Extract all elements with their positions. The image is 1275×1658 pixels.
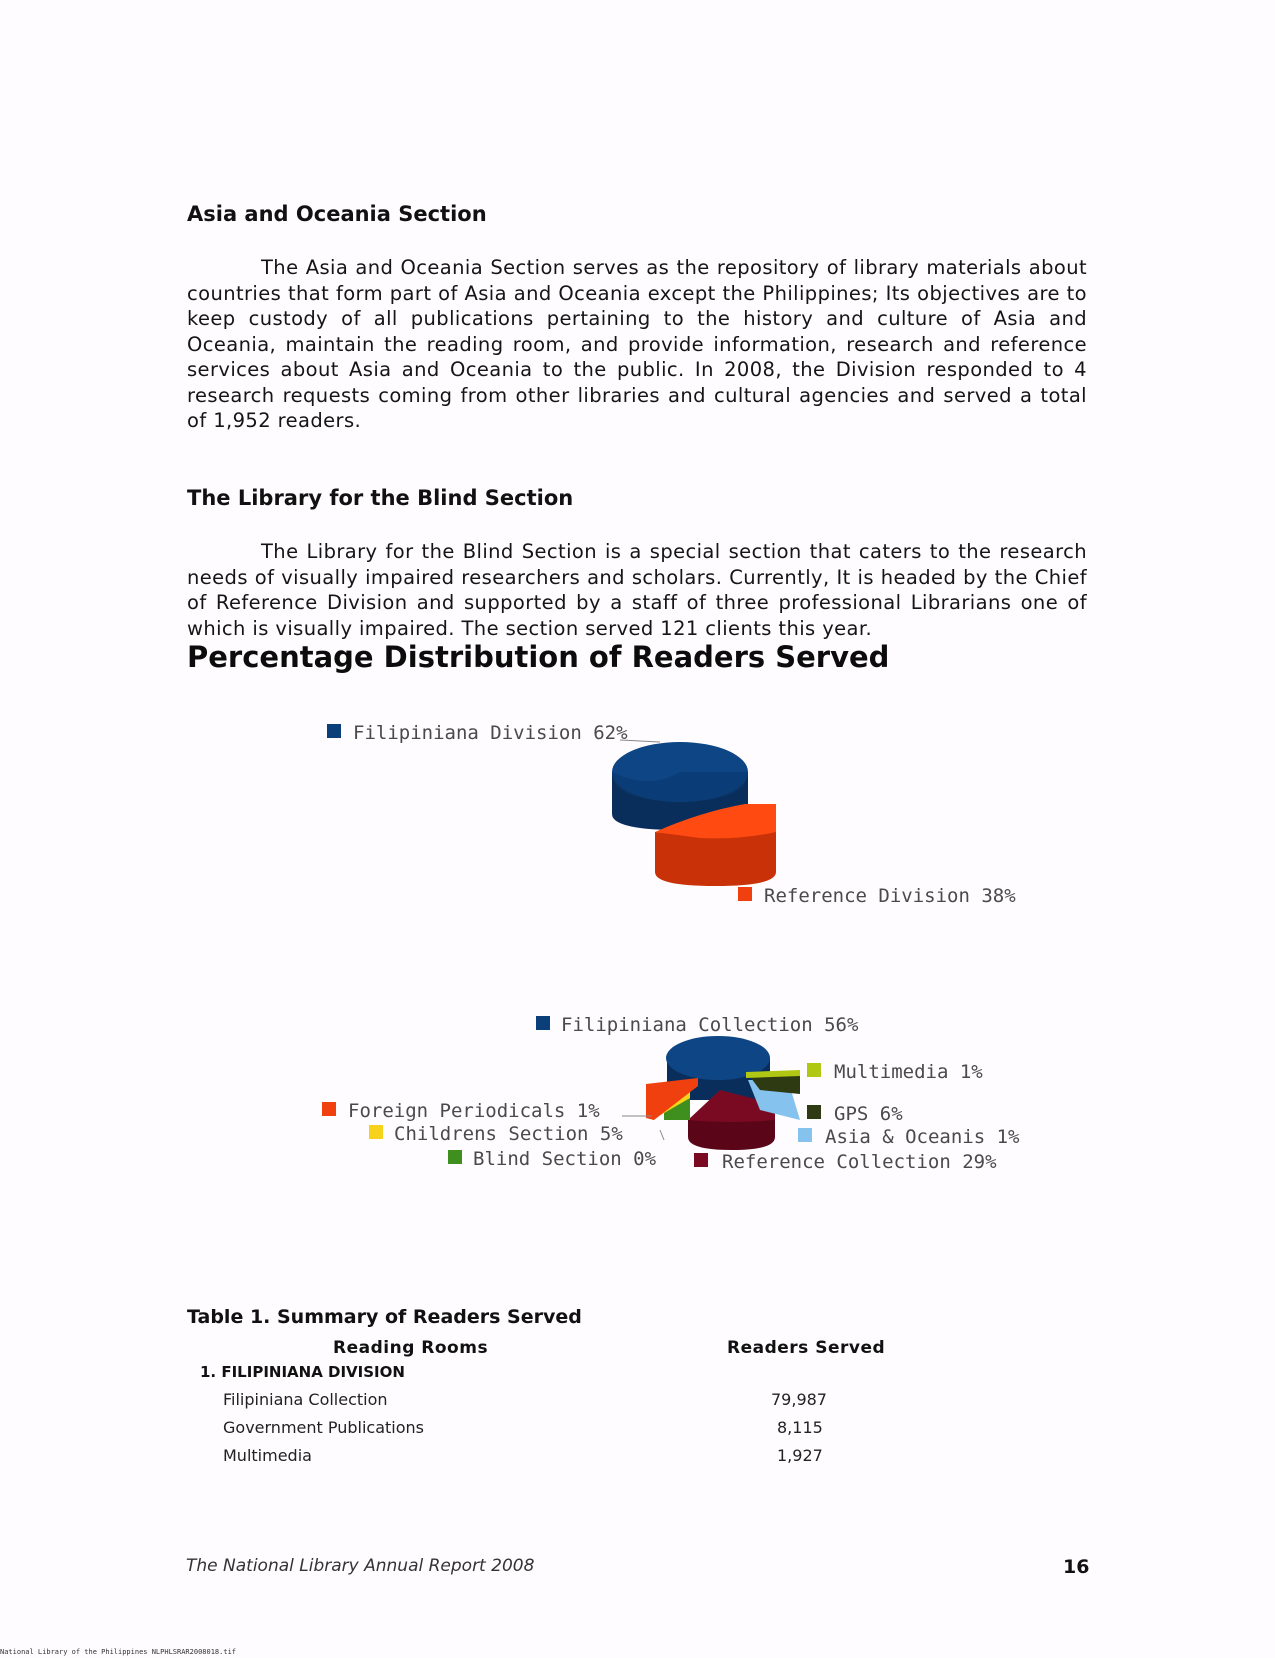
legend-swatch-foreign-periodicals xyxy=(322,1102,336,1116)
section-heading-asia-oceania: Asia and Oceania Section xyxy=(187,202,487,226)
legend-swatch-multimedia xyxy=(807,1063,821,1077)
table-row-served: 8,115 xyxy=(777,1418,823,1437)
legend-swatch-asia-oceanis xyxy=(798,1128,812,1142)
table-row-served: 79,987 xyxy=(771,1390,827,1409)
pie-chart-reading-rooms xyxy=(322,1014,1020,1173)
label-blind-section: Blind Section 0% xyxy=(473,1148,657,1170)
label-filipiniana-collection: Filipiniana Collection 56% xyxy=(561,1014,859,1036)
table-group-filipiniana-division: 1. FILIPINIANA DIVISION xyxy=(200,1363,405,1381)
table-row-room: Government Publications xyxy=(223,1418,425,1437)
legend-swatch-reference-division xyxy=(738,887,752,901)
table-row-room: Filipiniana Collection xyxy=(223,1390,388,1409)
legend-swatch-blind-section xyxy=(448,1150,462,1164)
label-multimedia: Multimedia 1% xyxy=(834,1061,983,1083)
legend-swatch-childrens-section xyxy=(369,1125,383,1139)
label-filipiniana-division: Filipiniana Division 62% xyxy=(353,722,628,744)
table-row-room: Multimedia xyxy=(223,1446,312,1465)
section-heading-library-blind: The Library for the Blind Section xyxy=(187,486,574,510)
page-number: 16 xyxy=(1063,1556,1090,1578)
legend-swatch-filipiniana-collection xyxy=(536,1016,550,1030)
paragraph-asia-oceania: The Asia and Oceania Section serves as the repository of library materials about countries that form part of Asia and Oceania except the Philippines; Its objectives are to keep custody of all publications pertaining to the history and culture of Asia and Oceania, maintain the reading room, and provide information, research and reference services about Asia and Oceania to the public. In 2008, the Division responded to 4 research requests coming from other libraries and cultural agencies and served a total of 1,952 readers. xyxy=(187,256,1087,432)
pie-chart-divisions xyxy=(327,722,1016,907)
label-childrens-section: Childrens Section 5% xyxy=(394,1123,623,1145)
table-row-served: 1,927 xyxy=(777,1446,823,1465)
table-header-readers-served: Readers Served xyxy=(727,1338,886,1358)
label-gps: GPS 6% xyxy=(834,1103,903,1125)
legend-swatch-reference-collection xyxy=(694,1153,708,1167)
label-foreign-periodicals: Foreign Periodicals 1% xyxy=(348,1100,600,1122)
label-reference-collection: Reference Collection 29% xyxy=(722,1151,997,1173)
label-reference-division: Reference Division 38% xyxy=(764,885,1016,907)
chart-title: Percentage Distribution of Readers Served xyxy=(187,640,890,674)
legend-swatch-filipiniana-division xyxy=(327,724,341,738)
legend-swatch-gps xyxy=(807,1105,821,1119)
paragraph-library-blind: The Library for the Blind Section is a special section that caters to the research needs of visually impaired researchers and scholars. Currently, It is headed by the Chief of Reference Division and supported by a staff of three professional Librarians one of which is visually impaired. The section served 121 clients this year. xyxy=(187,540,1087,640)
label-asia-oceanis: Asia & Oceanis 1% xyxy=(825,1126,1020,1148)
table-caption: Table 1. Summary of Readers Served xyxy=(187,1306,582,1328)
table-header-reading-rooms: Reading Rooms xyxy=(333,1338,489,1358)
scan-info: National Library of the Philippines NLPHLSRAR2008018.tif xyxy=(0,1648,237,1656)
footer-report-title: The National Library Annual Report 2008 xyxy=(186,1556,535,1576)
